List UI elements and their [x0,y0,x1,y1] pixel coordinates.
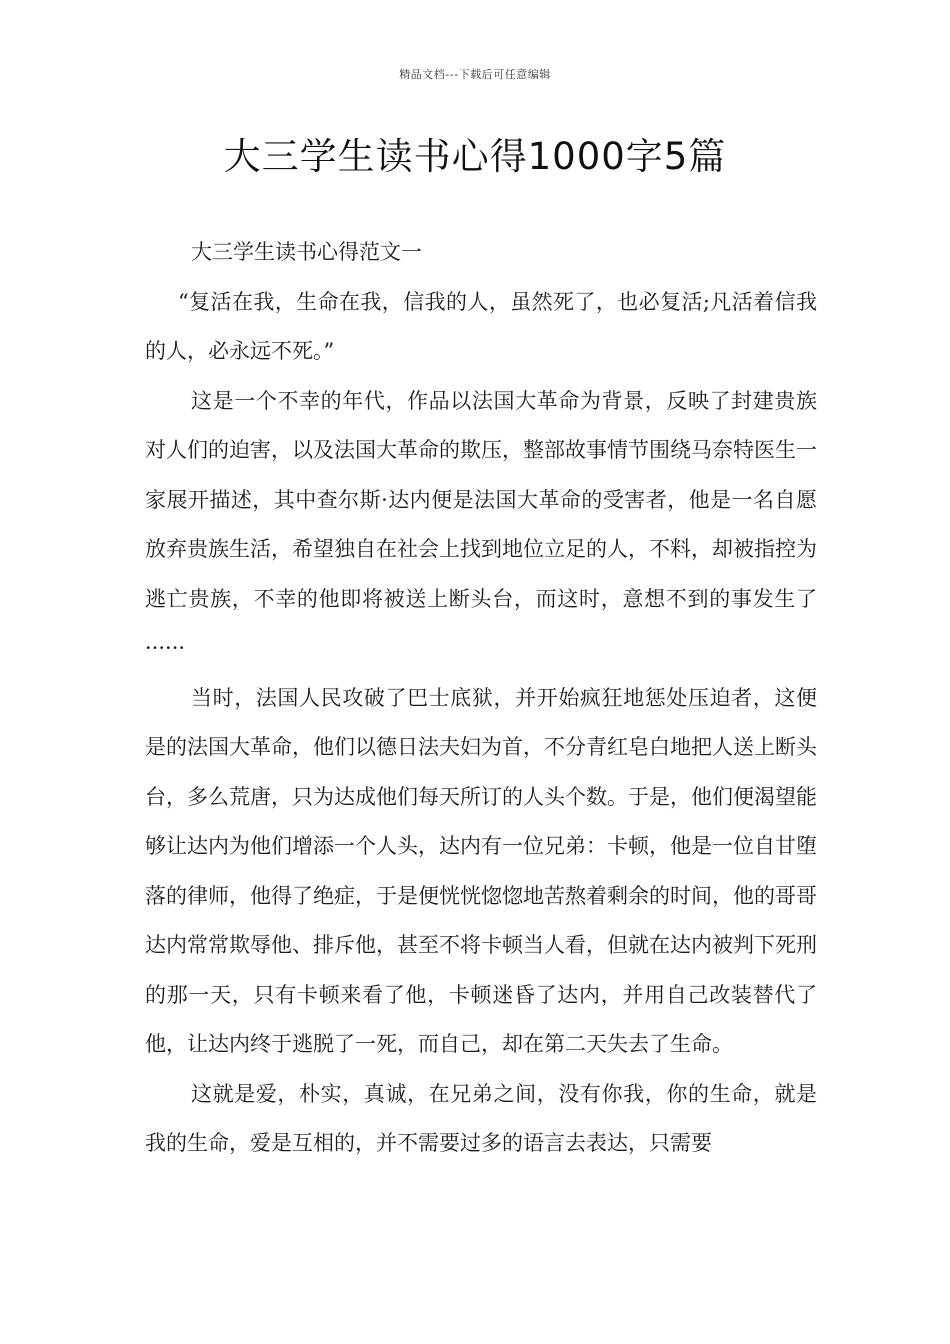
paragraph: 当时，法国人民攻破了巴士底狱，并开始疯狂地惩处压迫者，这便是的法国大革命，他们以德日法夫妇为首，不分青红皂白地把人送上断头台，多么荒唐，只为达成他们每天所订的人头个数。于是，他们便渴望能够让达内为他们增添一个人头，达内有一位兄弟：卡顿，他是一位自甘堕落的律师，他得了绝症，于是便恍恍惚惚地苦熬着剩余的时间，他的哥哥达内常常欺辱他、排斥他，甚至不将卡顿当人看，但就在达内被判下死刑的那一天，只有卡顿来看了他，卡顿迷昏了达内，并用自己改装替代了他，让达内终于逃脱了一死，而自己，却在第二天失去了生命。 [145,685,817,1056]
section-heading: 大三学生读书心得范文一 [191,240,422,264]
document-title: 大三学生读书心得1000字5篇 [223,135,727,178]
paragraph: 这是一个不幸的年代，作品以法国大革命为背景，反映了封建贵族对人们的迫害，以及法国大革命的欺压，整部故事情节围绕马奈特医生一家展开描述，其中查尔斯·达内便是法国大革命的受害者，他是一名自愿放弃贵族生活，希望独自在社会上找到地位立足的人，不料，却被指控为逃亡贵族，不幸的他即将被送上断头台，而这时，意想不到的事发生了······ [145,388,817,660]
document-body [145,228,817,1169]
header-note: 精品文档---下载后可任意编辑 [399,68,551,81]
paragraph-quote: “复活在我，生命在我，信我的人，虽然死了，也必复活;凡活着信我的人，必永远不死。” [145,289,817,363]
paragraph: 这就是爱，朴实，真诚，在兄弟之间，没有你我，你的生命，就是我的生命，爱是互相的，并不需要过多的语言去表达，只需要 [145,1081,817,1155]
